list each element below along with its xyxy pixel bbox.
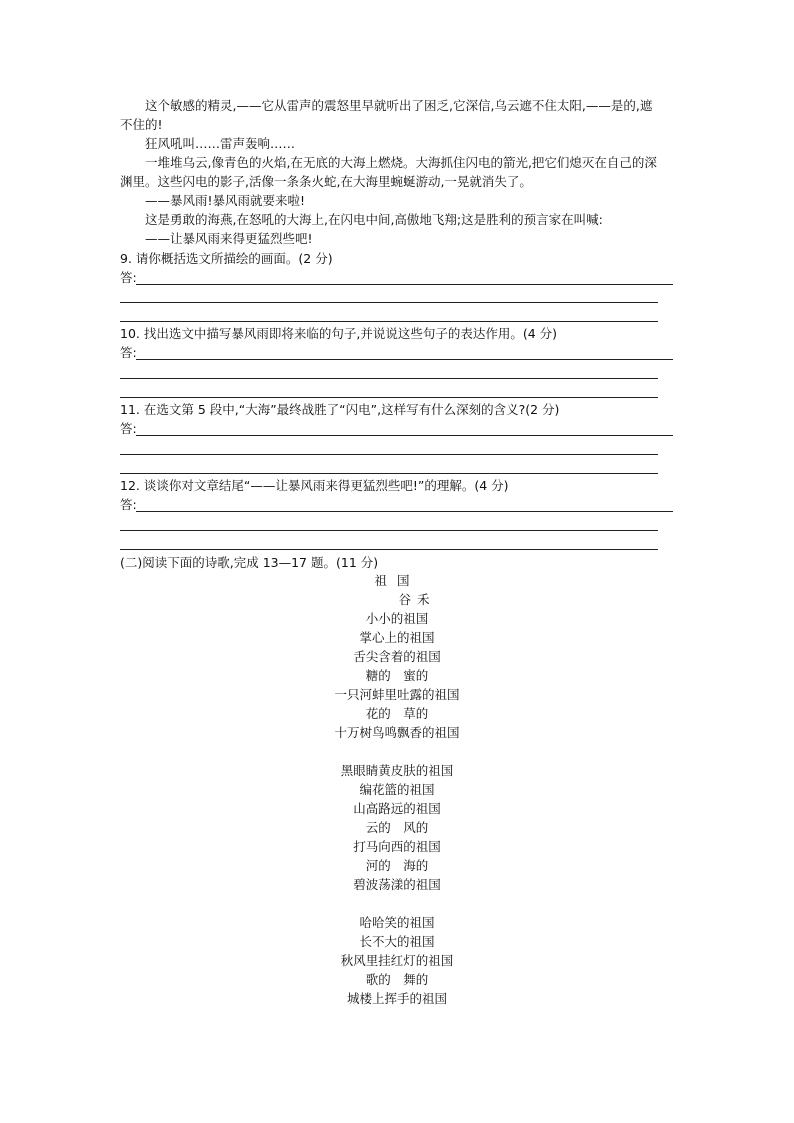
poem-line: 云的 风的 (365, 820, 429, 835)
answer-line[interactable] (136, 435, 673, 436)
poem-line: 编花篮的祖国 (359, 782, 435, 797)
poem-line: 河的 海的 (365, 858, 429, 873)
answer-line[interactable] (120, 321, 658, 322)
poem-line: 小小的祖国 (365, 611, 429, 626)
answer-label-11: 答: (120, 421, 137, 436)
poem-line: 糖的 蜜的 (365, 668, 429, 683)
poem-line: 一只河蚌里吐露的祖国 (334, 687, 460, 702)
answer-line[interactable] (136, 284, 673, 285)
passage-line-1: 这个敏感的精灵,——它从雷声的震怒里早就听出了困乏,它深信,乌云遮不住太阳,——是的,遮 (145, 98, 653, 113)
question-12: 12. 谈谈你对文章结尾“——让暴风雨来得更猛烈些吧!”的理解。(4 分) (120, 478, 509, 493)
poem-line: 秋风里挂红灯的祖国 (340, 953, 454, 968)
answer-label-12: 答: (120, 497, 137, 512)
answer-line[interactable] (120, 473, 658, 474)
answer-line[interactable] (120, 378, 658, 379)
question-10: 10. 找出选文中描写暴风雨即将来临的句子,并说说这些句子的表达作用。(4 分) (120, 326, 558, 341)
poem-line: 哈哈笑的祖国 (359, 915, 435, 930)
poem-title: 祖国 (374, 573, 420, 588)
poem-line: 黑眼睛黄皮肤的祖国 (340, 763, 454, 778)
poem-line: 掌心上的祖国 (359, 630, 435, 645)
passage-line-5: 渊里。这些闪电的影子,活像一条条火蛇,在大海里蜿蜒游动,一晃就消失了。 (120, 174, 532, 189)
passage-line-2: 不住的! (120, 117, 163, 132)
answer-line[interactable] (120, 549, 658, 550)
question-9: 9. 请你概括选文所描绘的画面。(2 分) (120, 251, 333, 266)
answer-line[interactable] (120, 454, 658, 455)
poem-line: 长不大的祖国 (359, 934, 435, 949)
answer-line[interactable] (136, 359, 673, 360)
passage-line-3: 狂风吼叫……雷声轰响…… (145, 136, 296, 151)
poem-line: 打马向西的祖国 (353, 839, 441, 854)
answer-label-9: 答: (120, 270, 137, 285)
poem-line: 歌的 舞的 (365, 972, 429, 987)
passage-line-8: ——让暴风雨来得更猛烈些吧! (145, 231, 313, 246)
answer-label-10: 答: (120, 345, 137, 360)
poem-line: 碧波荡漾的祖国 (353, 877, 441, 892)
answer-line[interactable] (120, 302, 658, 303)
poem-line: 十万树鸟鸣飘香的祖国 (334, 725, 460, 740)
answer-line[interactable] (120, 397, 658, 398)
question-11: 11. 在选文第 5 段中,“大海”最终战胜了“闪电”,这样写有什么深刻的含义?(2 分) (120, 402, 560, 417)
answer-line[interactable] (136, 511, 673, 512)
poem-line: 山高路远的祖国 (353, 801, 441, 816)
answer-line[interactable] (120, 530, 658, 531)
section-2-heading: (二)阅读下面的诗歌,完成 13—17 题。(11 分) (120, 555, 379, 570)
poem-author: 谷禾 (398, 592, 436, 607)
poem-line: 城楼上挥手的祖国 (346, 991, 447, 1006)
poem-line: 花的 草的 (365, 706, 429, 721)
passage-line-4: 一堆堆乌云,像青色的火焰,在无底的大海上燃烧。大海抓住闪电的箭光,把它们熄灭在自己的深 (145, 155, 657, 170)
poem-line: 舌尖含着的祖国 (353, 649, 441, 664)
passage-line-6: ——暴风雨!暴风雨就要来啦! (145, 193, 306, 208)
passage-line-7: 这是勇敢的海燕,在怒吼的大海上,在闪电中间,高傲地飞翔;这是胜利的预言家在叫喊: (145, 212, 603, 227)
